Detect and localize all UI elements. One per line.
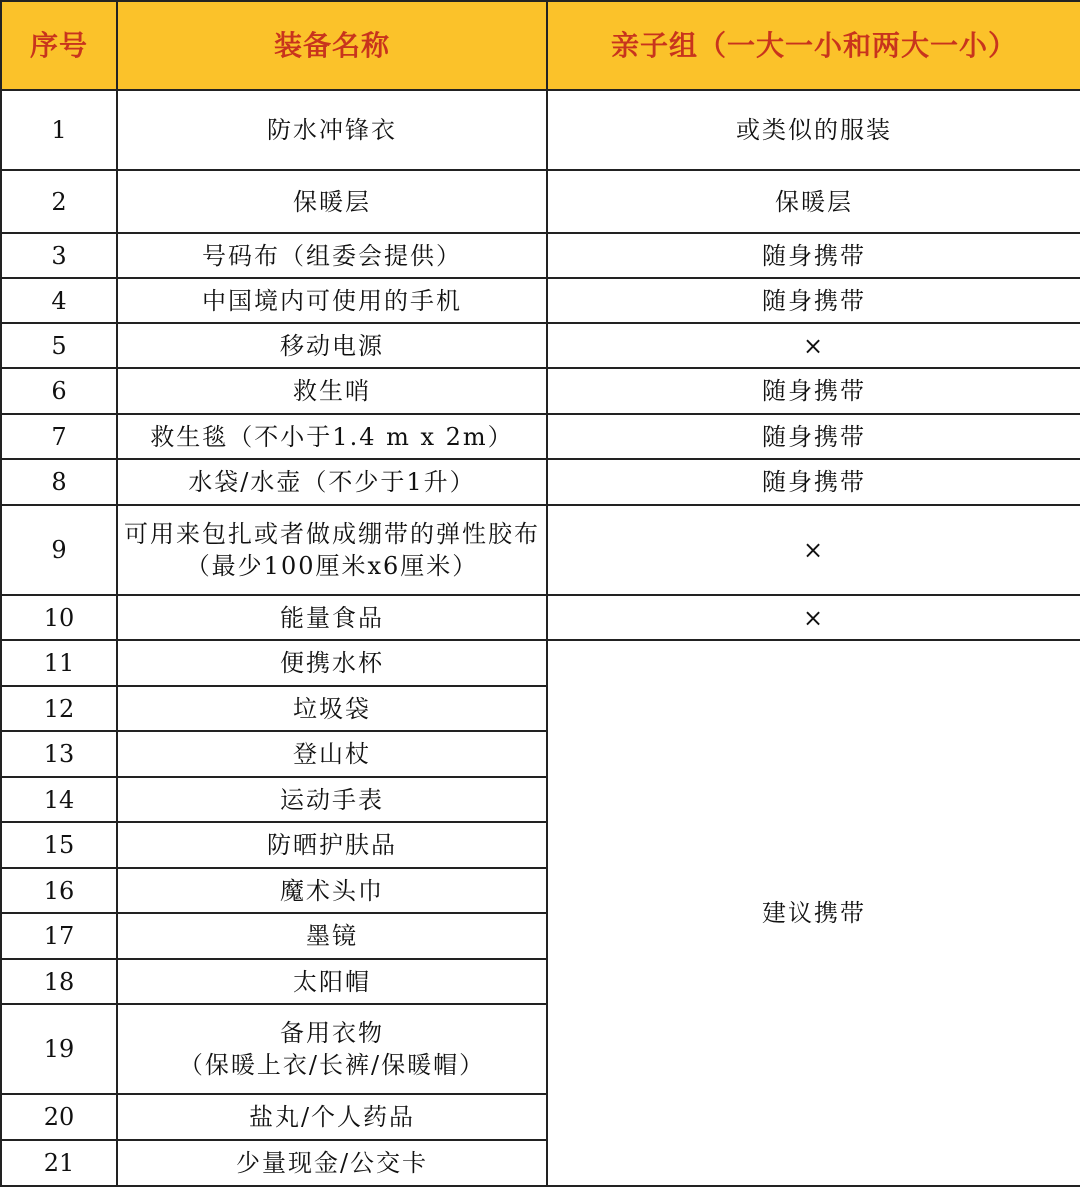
row-no: 11	[1, 640, 117, 686]
row-no: 8	[1, 459, 117, 505]
row-no: 15	[1, 822, 117, 868]
row-name: 少量现金/公交卡	[117, 1140, 547, 1186]
row-name-line1: 备用衣物	[280, 1019, 384, 1047]
table-row	[1, 640, 1080, 686]
row-name: 登山杖	[117, 731, 547, 777]
row-name: 能量食品	[117, 595, 547, 640]
row-no: 7	[1, 414, 117, 459]
row-name: 防晒护肤品	[117, 822, 547, 868]
row-name-line2: （保暖上衣/长裤/保暖帽）	[178, 1051, 486, 1079]
row-name: 墨镜	[117, 913, 547, 959]
row-req: 随身携带	[547, 368, 1080, 414]
row-name: 水袋/水壶（不少于1升）	[117, 459, 547, 505]
row-req: ×	[547, 505, 1080, 595]
row-no: 5	[1, 323, 117, 368]
row-name: 便携水杯	[117, 640, 547, 686]
table-row	[1, 368, 1080, 414]
row-name: 防水冲锋衣	[117, 90, 547, 170]
row-req: ×	[547, 323, 1080, 368]
row-no: 16	[1, 868, 117, 913]
table-row	[1, 278, 1080, 323]
table-row	[1, 90, 1080, 170]
row-name: 救生毯（不小于1.4 m x 2m）	[117, 414, 547, 459]
row-no: 12	[1, 686, 117, 731]
header-no: 序号	[1, 1, 117, 90]
row-no: 19	[1, 1004, 117, 1094]
row-req: 随身携带	[547, 233, 1080, 278]
table-row	[1, 505, 1080, 595]
row-name: 保暖层	[117, 170, 547, 233]
row-name: 垃圾袋	[117, 686, 547, 731]
row-no: 14	[1, 777, 117, 822]
row-name: 移动电源	[117, 323, 547, 368]
row-no: 21	[1, 1140, 117, 1186]
header-name: 装备名称	[117, 1, 547, 90]
row-req: 随身携带	[547, 414, 1080, 459]
row-no: 20	[1, 1094, 117, 1140]
row-req: ×	[547, 595, 1080, 640]
row-no: 4	[1, 278, 117, 323]
row-name	[117, 1004, 547, 1094]
row-no: 10	[1, 595, 117, 640]
header-row	[1, 1, 1080, 90]
row-no: 2	[1, 170, 117, 233]
row-no: 3	[1, 233, 117, 278]
row-no: 18	[1, 959, 117, 1004]
row-no: 13	[1, 731, 117, 777]
row-req: 保暖层	[547, 170, 1080, 233]
table-row	[1, 595, 1080, 640]
table-row	[1, 414, 1080, 459]
row-name: 盐丸/个人药品	[117, 1094, 547, 1140]
row-no: 1	[1, 90, 117, 170]
table-row	[1, 170, 1080, 233]
row-name: 太阳帽	[117, 959, 547, 1004]
row-req: 或类似的服装	[547, 90, 1080, 170]
row-name: 中国境内可使用的手机	[117, 278, 547, 323]
row-req: 随身携带	[547, 278, 1080, 323]
table-row	[1, 323, 1080, 368]
row-no: 17	[1, 913, 117, 959]
row-name: 魔术头巾	[117, 868, 547, 913]
row-name: 号码布（组委会提供）	[117, 233, 547, 278]
row-req: 随身携带	[547, 459, 1080, 505]
row-no: 6	[1, 368, 117, 414]
header-group: 亲子组（一大一小和两大一小）	[547, 1, 1080, 90]
row-no: 9	[1, 505, 117, 595]
table-row	[1, 233, 1080, 278]
merged-req-cell: 建议携带	[547, 640, 1080, 1186]
row-name: 可用来包扎或者做成绷带的弹性胶布（最少100厘米x6厘米）	[117, 505, 547, 595]
table-row	[1, 459, 1080, 505]
row-name: 运动手表	[117, 777, 547, 822]
row-name: 救生哨	[117, 368, 547, 414]
